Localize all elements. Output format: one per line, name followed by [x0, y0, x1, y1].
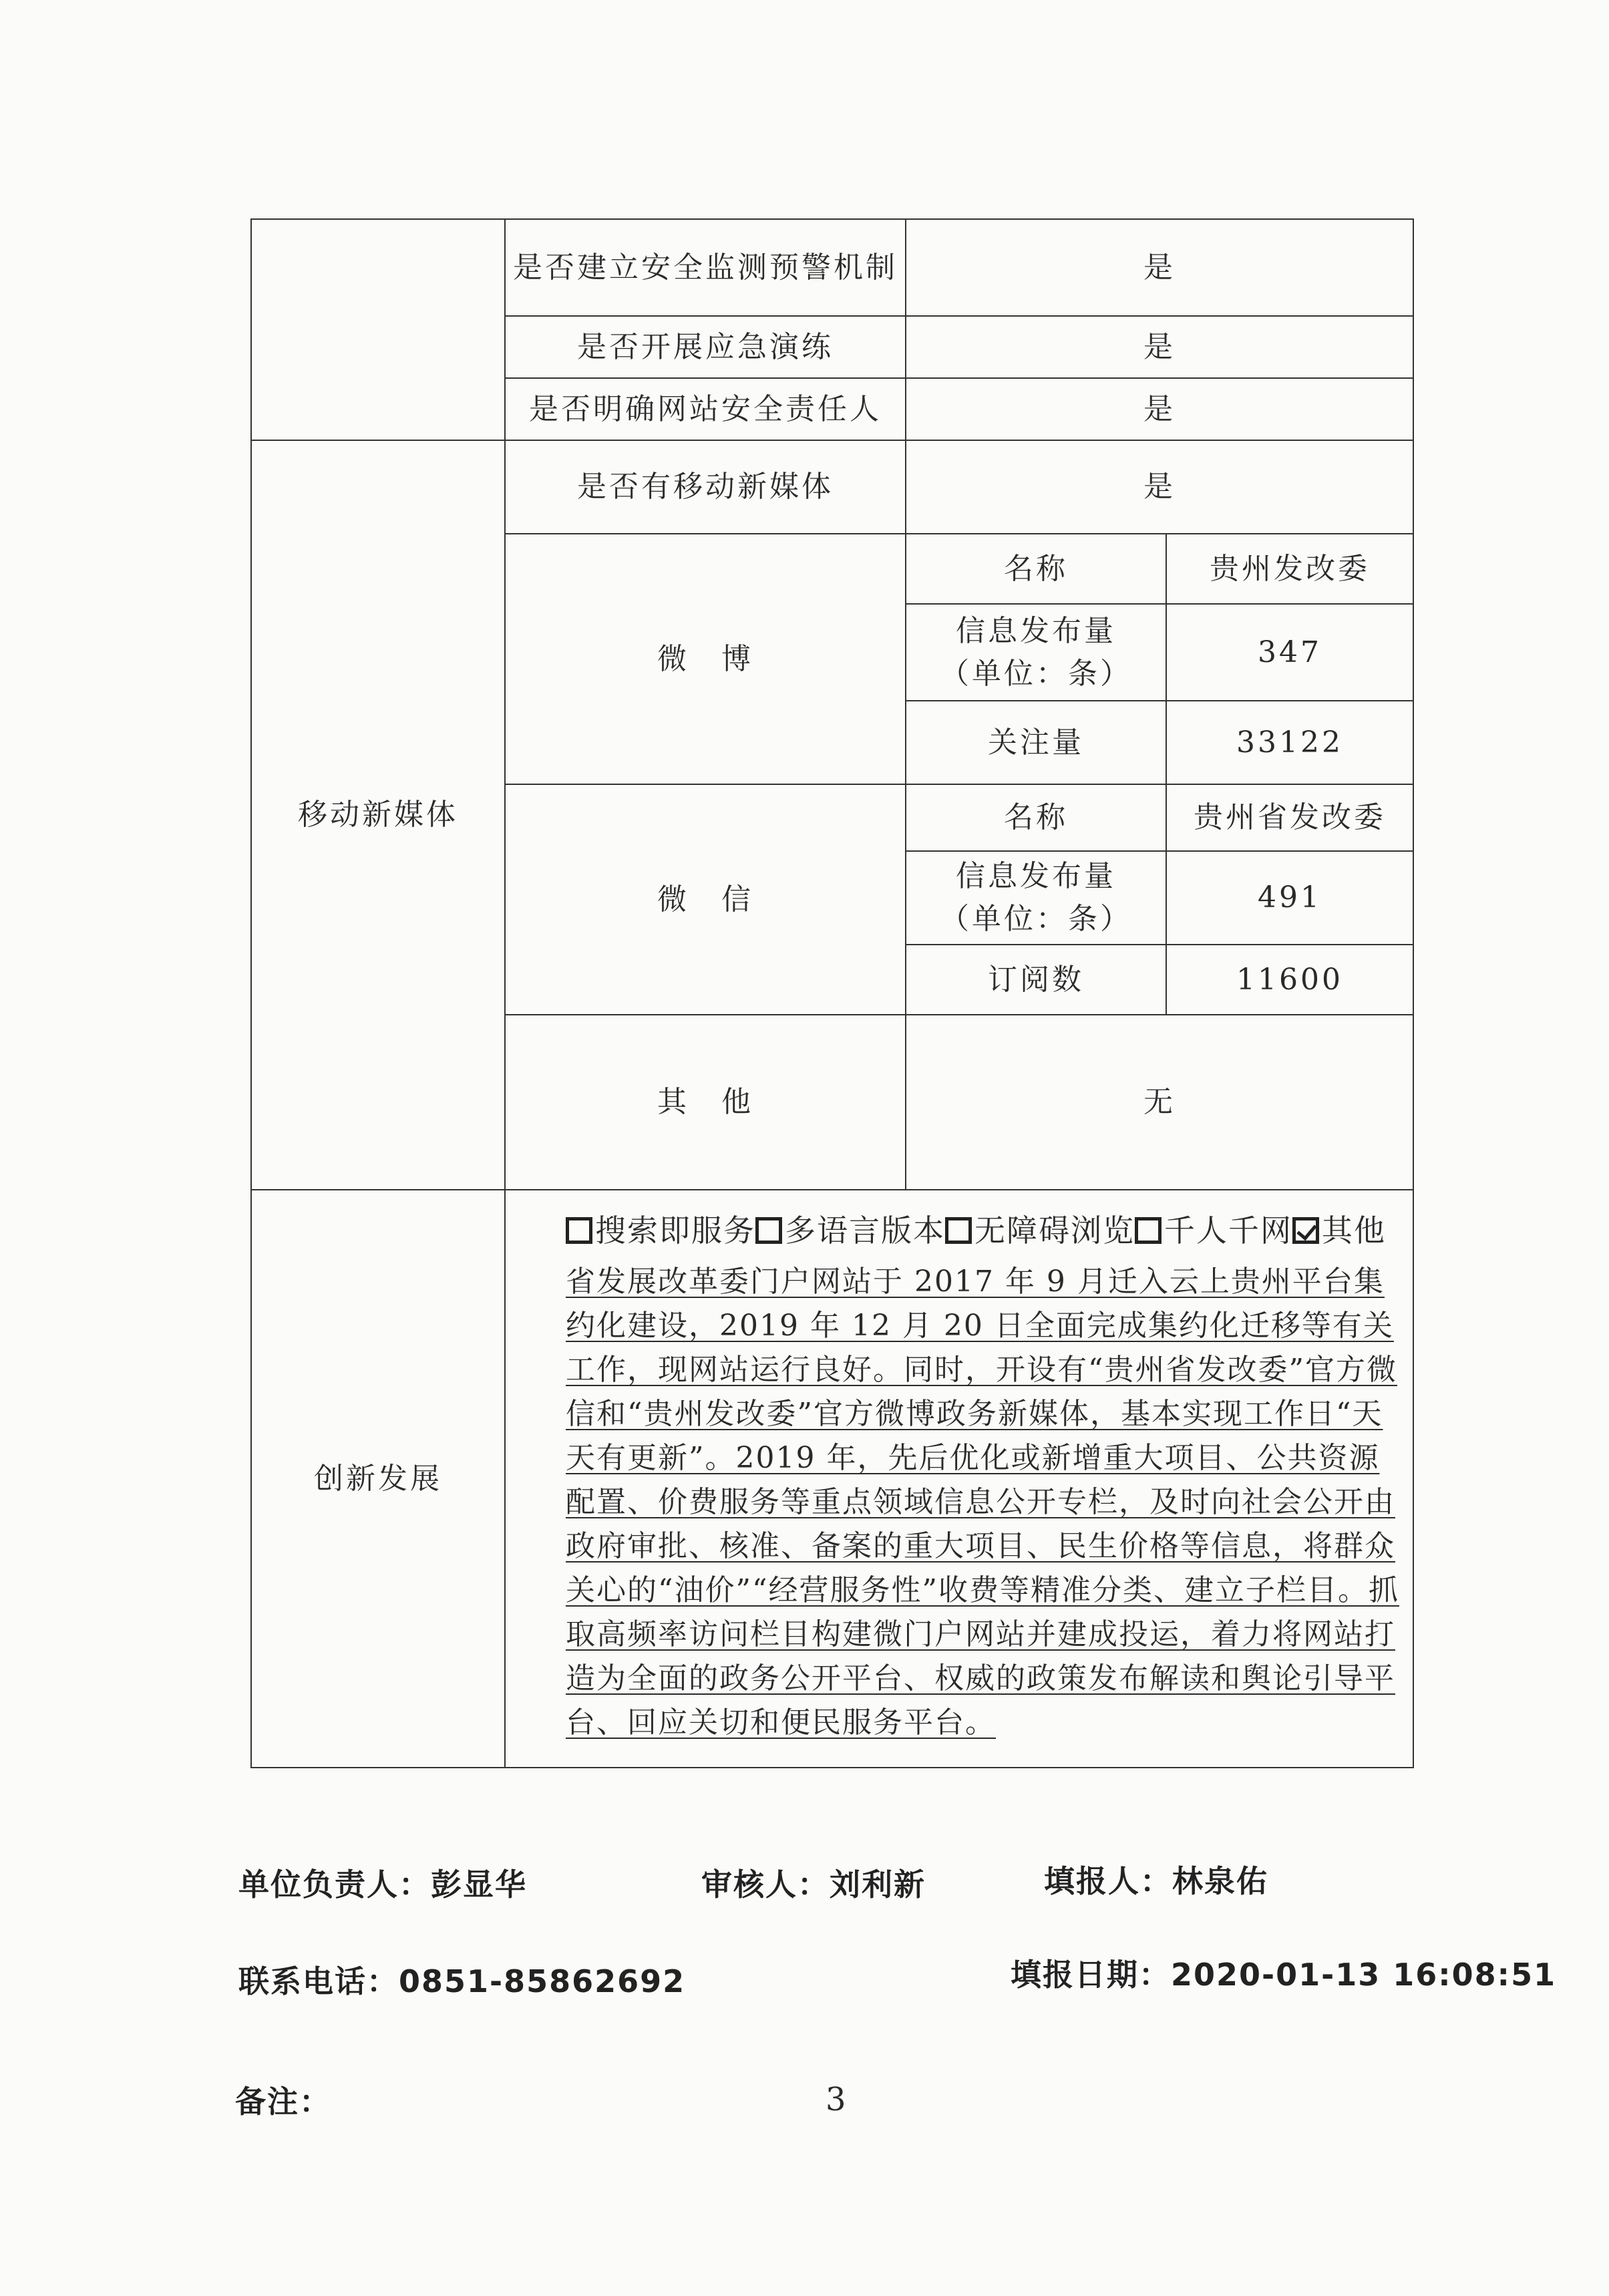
- option-label: 搜索即服务: [595, 1212, 755, 1249]
- emergency-drill-value: 是: [906, 316, 1413, 378]
- weibo-posts-label: [906, 604, 1166, 701]
- innovation-description: 省发展改革委门户网站于 2017 年 9 月迁入云上贵州平台集约化建设，2019 年 12 月 20 日全面完成集约化迁移等有关工作，现网站运行良好。同时，开设有“贵州省发改委”官方微信和“贵州发改委”官方微博政务新媒体，基本实现工作日“天天有更新”。2019 年，先后优化或新增重大项目、公共资源配置、价费服务等重点领域信息公开专栏，及时向社会公开由政府审批、核准、备案的重大项目、民生价格等信息，将群众关心的“油价”“经营服务性”收费等精准分类、建立子栏目。抓取高频率访问栏目构建微门户网站并建成投运，着力将网站打造为全面的政务公开平台、权威的政策发布解读和舆论引导平台、回应关切和便民服务平台。: [566, 1265, 1399, 1740]
- fill-date: 填报日期：2020-01-13 16:08:51: [1011, 1957, 1557, 1993]
- other-media-label: 其 他: [505, 1015, 906, 1190]
- checkbox-unchecked-icon: [566, 1217, 592, 1244]
- emergency-drill-label: 是否开展应急演练: [505, 316, 906, 378]
- option-label: 无障碍浏览: [974, 1212, 1135, 1249]
- option-label: 多语言版本: [785, 1212, 945, 1249]
- wechat-posts-label: [906, 851, 1166, 945]
- contact-phone: 联系电话：0851-85862692: [238, 1963, 686, 1999]
- wechat-name-value: 贵州省发改委: [1166, 784, 1413, 851]
- checkbox-unchecked-icon: [755, 1217, 782, 1244]
- checkbox-unchecked-icon: [1135, 1217, 1161, 1244]
- remarks: 备注：: [235, 2084, 331, 2120]
- other-media-value: 无: [906, 1015, 1413, 1190]
- security-section-cell: [251, 219, 505, 440]
- option-label: 千人千网: [1164, 1212, 1292, 1249]
- checkbox-unchecked-icon: [945, 1217, 972, 1244]
- weibo-posts-value: 347: [1166, 604, 1413, 701]
- option-5: [1292, 1212, 1386, 1249]
- option-3: [945, 1212, 1135, 1249]
- mobile-section-label: 移动新媒体: [251, 440, 505, 1190]
- security-monitoring-value: 是: [906, 219, 1413, 316]
- reviewer: 审核人：刘利新: [701, 1866, 926, 1903]
- wechat-subscribers-label: 订阅数: [906, 945, 1166, 1015]
- wechat-label: 微 信: [505, 784, 906, 1015]
- page-number: 3: [826, 2081, 846, 2118]
- security-owner-label: 是否明确网站安全责任人: [505, 378, 906, 440]
- weibo-followers-value: 33122: [1166, 701, 1413, 784]
- has-mobile-label: 是否有移动新媒体: [505, 440, 906, 534]
- weibo-posts-label-line2: （单位：条）: [940, 656, 1132, 691]
- option-2: [755, 1212, 945, 1249]
- checkbox-checked-icon: [1292, 1217, 1319, 1244]
- weibo-name-value: 贵州发改委: [1166, 534, 1413, 604]
- weibo-label: 微 博: [505, 534, 906, 784]
- weibo-followers-label: 关注量: [906, 701, 1166, 784]
- weibo-posts-label-line1: 信息发布量: [956, 613, 1116, 648]
- has-mobile-value: 是: [906, 440, 1413, 534]
- security-monitoring-label: 是否建立安全监测预警机制: [505, 219, 906, 316]
- option-4: [1135, 1212, 1292, 1249]
- website-report-table: [250, 218, 1414, 1768]
- wechat-name-label: 名称: [906, 784, 1166, 851]
- innovation-content: [505, 1190, 1413, 1768]
- wechat-posts-label-line2: （单位：条）: [940, 902, 1132, 936]
- option-label: 其他: [1322, 1212, 1386, 1249]
- security-owner-value: 是: [906, 378, 1413, 440]
- wechat-posts-value: 491: [1166, 851, 1413, 945]
- wechat-subscribers-value: 11600: [1166, 945, 1413, 1015]
- unit-head: 单位负责人：彭显华: [238, 1866, 527, 1903]
- innovation-options: [566, 1202, 1399, 1259]
- option-1: [566, 1212, 755, 1249]
- weibo-name-label: 名称: [906, 534, 1166, 604]
- wechat-posts-label-line1: 信息发布量: [956, 859, 1116, 893]
- innovation-section-label: 创新发展: [251, 1190, 505, 1768]
- filler: 填报人：林泉佑: [1044, 1863, 1268, 1899]
